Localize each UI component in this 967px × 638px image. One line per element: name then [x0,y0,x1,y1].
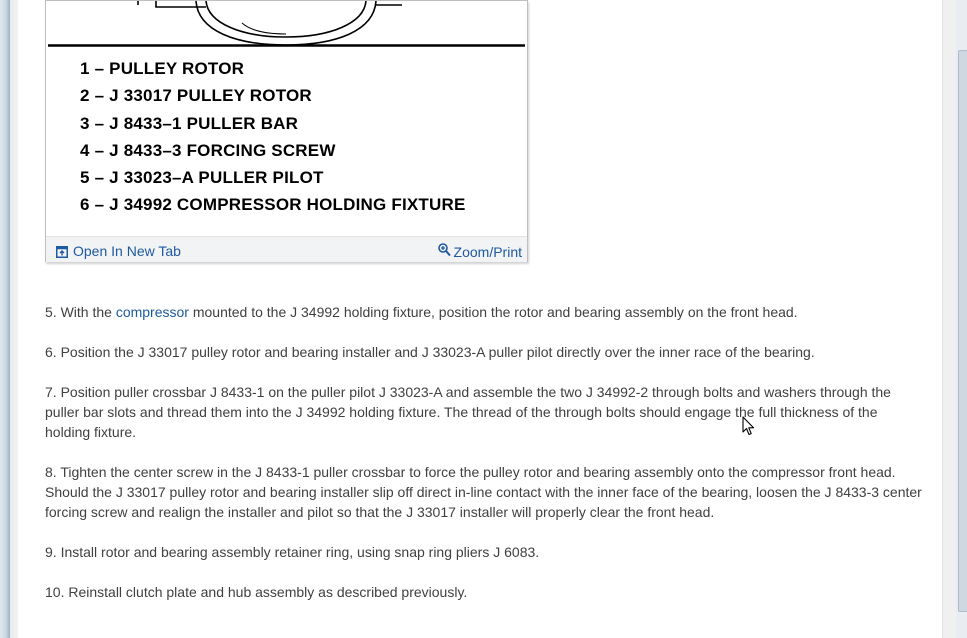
zoom-print-link[interactable] [438,243,522,260]
open-in-new-tab-label: Open In New Tab [73,243,181,259]
procedure-steps [45,302,925,622]
figure-card [45,0,528,262]
step-7: 7. Position puller crossbar J 8433-1 on the puller pilot J 33023-A and assemble the two J 34992-2 through bolts and washers through the puller bar slots and thread them into the J 34992 holding fixture. The thread of the through bolts should engage the full thickness of the holding fixture. [45,384,891,440]
mouse-cursor-icon [742,416,756,436]
legend-item: 6 – J 34992 COMPRESSOR HOLDING FIXTURE [80,195,466,215]
step-10: 10. Reinstall clutch plate and hub assembly as described previously. [45,584,468,600]
compressor-link[interactable]: compressor [115,304,189,320]
zoom-print-label: Zoom/Print [453,244,522,260]
window-left-border [10,0,18,638]
legend-item: 5 – J 33023–A PULLER PILOT [80,168,324,188]
open-new-tab-icon [56,246,68,258]
figure-legend [80,55,465,219]
step-6: 6. Position the J 33017 pulley rotor and bearing installer and J 33023-A puller pilot directly over the inner race of the bearing. [45,344,815,360]
legend-item: 2 – J 33017 PULLEY ROTOR [80,86,312,106]
window-left-frame [0,0,10,638]
legend-item: 1 – PULLEY ROTOR [80,59,245,78]
legend-item: 4 – J 8433–3 FORCING SCREW [80,140,336,160]
step-9: 9. Install rotor and bearing assembly retainer ring, using snap ring pliers J 6083. [45,544,540,560]
figure-footer [46,236,527,262]
step-5 [45,302,925,322]
page-right-gutter [942,0,957,638]
step-8: 8. Tighten the center screw in the J 8433-1 puller crossbar to force the pulley rotor and bearing assembly onto the compressor front head. Should the J 33017 pulley rotor and bearing installer slip off direct in-line contact with the inner face of the bearing, loosen the J 8433-3 center forcing screw and realign the installer and pilot so that the J 33017 installer will properly clear the front head. [45,464,922,520]
zoom-icon [438,243,451,257]
step-5-text-start: 5. With the [45,304,116,320]
scrollbar-thumb[interactable] [958,50,967,612]
open-in-new-tab-link[interactable] [56,243,181,259]
legend-item: 3 – J 8433–1 PULLER BAR [80,113,299,133]
step-5-text-end: mounted to the J 34992 holding fixture, position the rotor and bearing assembly on the front head. [188,304,798,320]
